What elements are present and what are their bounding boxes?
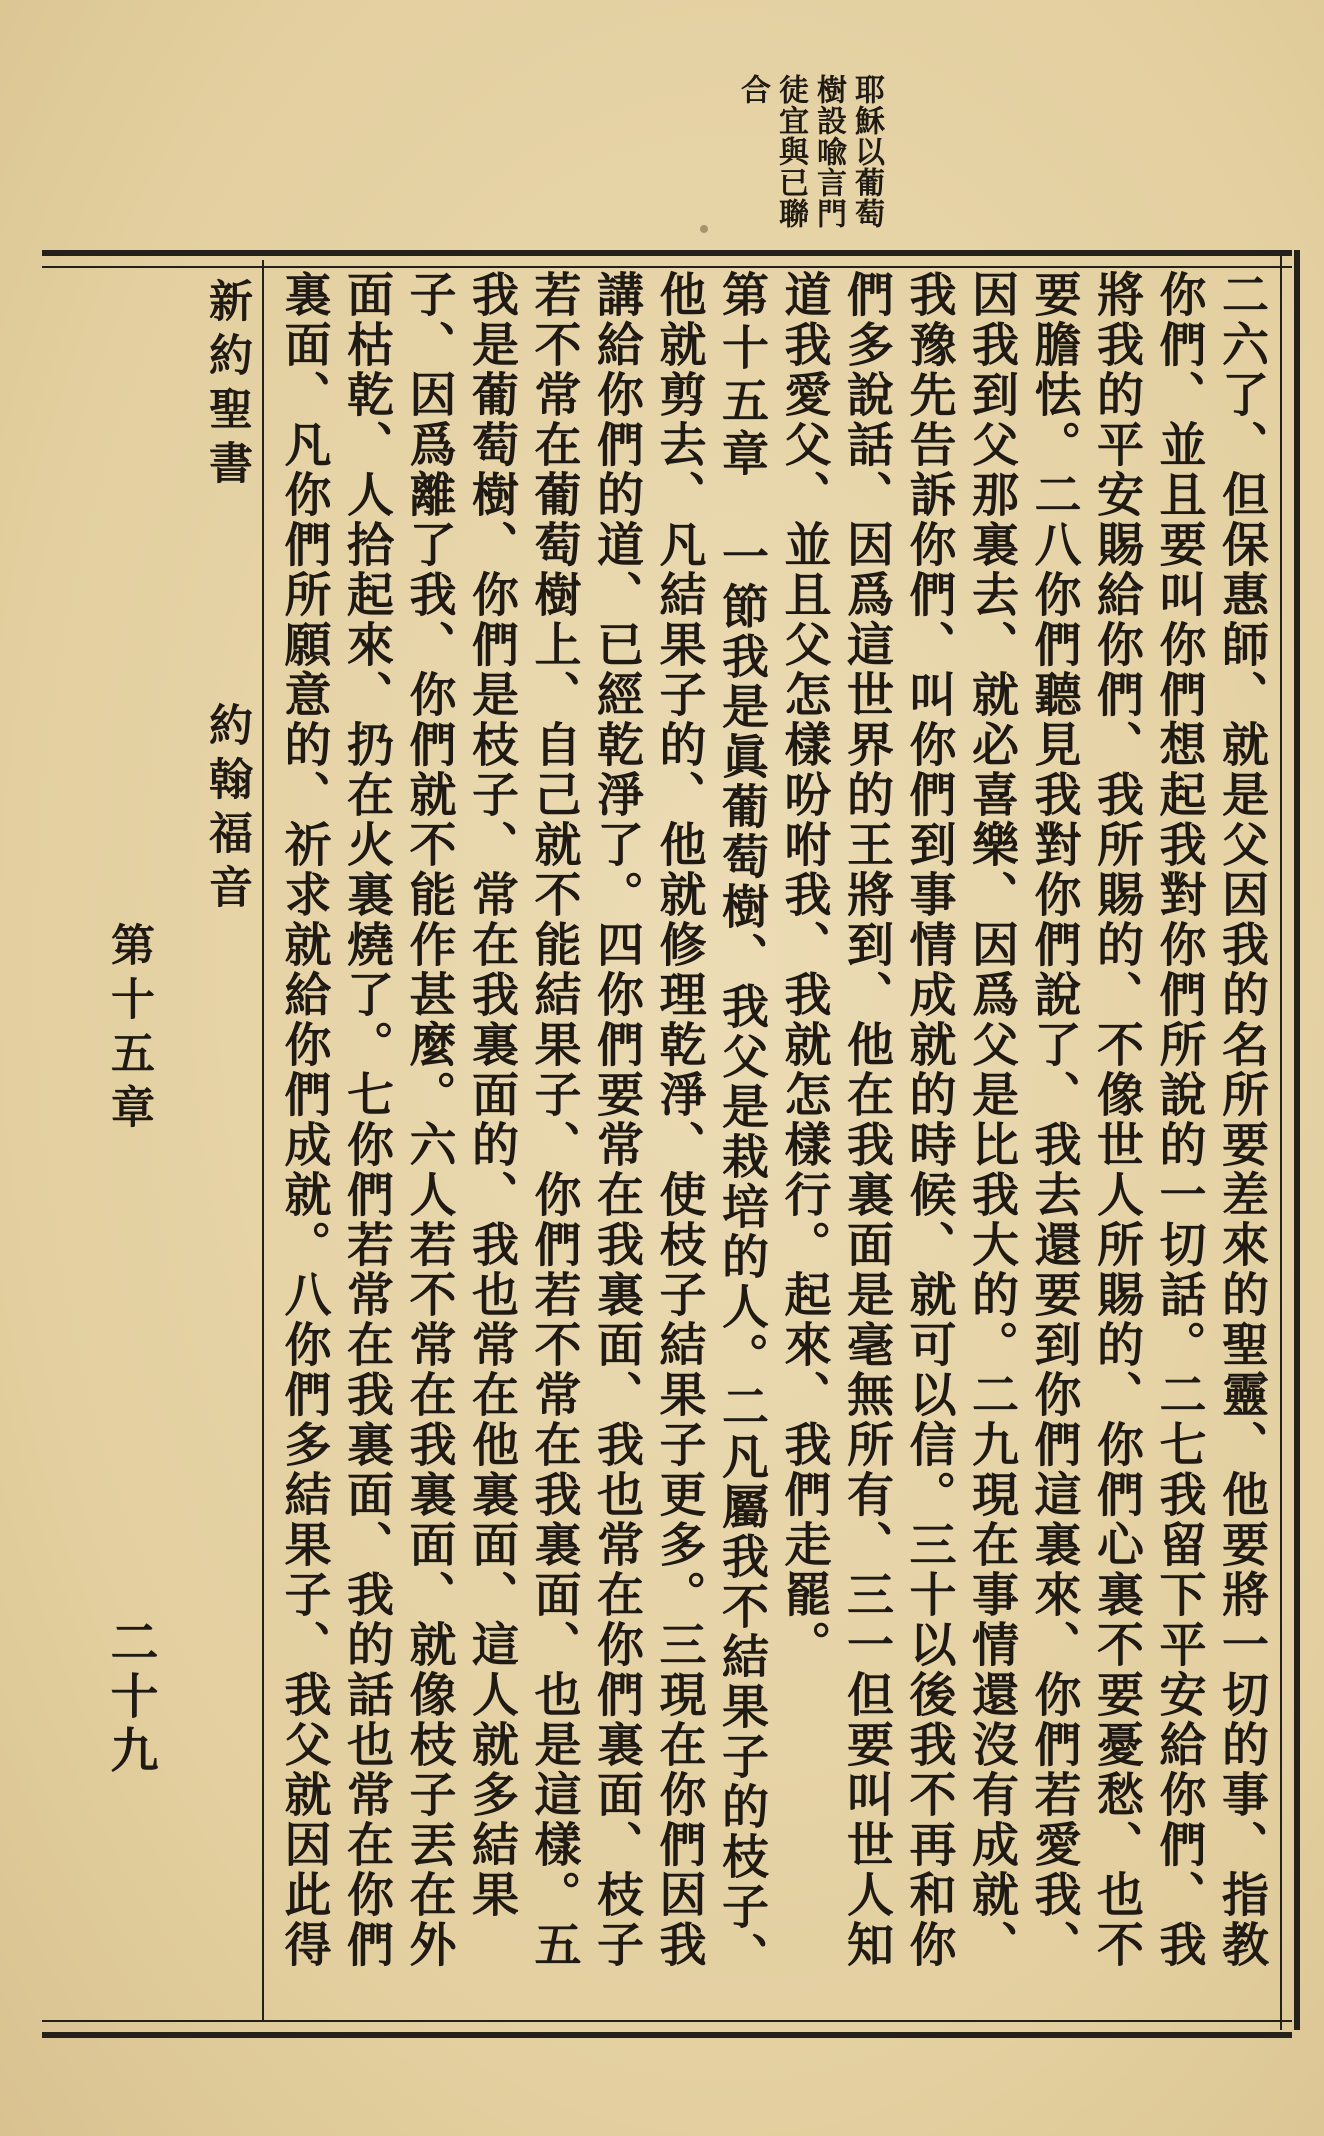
frame-bottom-rule	[42, 2020, 1292, 2038]
running-head-divider	[262, 260, 264, 2020]
chapter-heading: 第十五章	[714, 270, 769, 482]
page-number: 二十九	[102, 1617, 158, 1779]
running-head	[52, 272, 252, 2012]
chapter-15-text: 一節我是眞葡萄樹、我父是栽培的人。二凡屬我不結果子的枝子、他就剪去、凡結果子的、他就修理乾淨、使枝子結果子更多。三現在你們因我講給你們的道、已經乾淨了。四你們要常在我裏面、我也常在你們裏面、枝子若不常在葡萄樹上、自己就不能結果子、你們若不常在我裏面、也是這樣。五我是葡萄樹、你們是枝子、常在我裏面的、我也常在他裏面、這人就多結果子、因爲離了我、你們就不能作甚麼。六人若不常在我裏面、就像枝子丟在外面枯乾、人拾起來、扔在火裏燒了。七你們若常在我裏面、我的話也常在你們裏面、凡你們所願意的、祈求就給你們成就。八你們多結果子、我父就因此得	[276, 270, 769, 1982]
side-note-line: 徒宜與已聯	[773, 74, 808, 229]
side-note	[734, 74, 884, 264]
paper-speck	[700, 225, 708, 233]
running-head-book: 新約聖書	[201, 278, 252, 494]
chapter-14-ending-text: 二六了、但保惠師、就是父因我的名所要差來的聖靈、他要將一切的事、指教你們、並且要叫你們想起我對你們所說的一切話。二七我留下平安給你們、我將我的平安賜給你們、我所賜的、不像世人所賜的、你們心裏不要憂愁、也不要膽怯。二八你們聽見我對你們說了、我去還要到你們這裏來、你們若愛我、因我到父那裏去、就必喜樂、因爲父是比我大的。二九現在事情還沒有成就、我豫先告訴你們、叫你們到事情成就的時候、就可以信。三十以後我不再和你們多說話、因爲這世界的王將到、他在我裏面是毫無所有、三一但要叫世人知道我愛父、並且父怎樣吩咐我、我就怎樣行。起來、我們走罷。	[776, 270, 1269, 1970]
side-note-line: 樹設喩言門	[811, 74, 846, 229]
frame-right-rule	[1280, 250, 1300, 2030]
frame-top-rule	[42, 250, 1292, 268]
side-note-line: 耶穌以葡萄	[849, 74, 884, 229]
side-note-line: 合	[735, 74, 770, 105]
running-head-chapter: 第十五章	[103, 922, 154, 1138]
scripture-body	[272, 270, 1272, 2015]
running-head-gospel: 約翰福音	[201, 702, 252, 918]
